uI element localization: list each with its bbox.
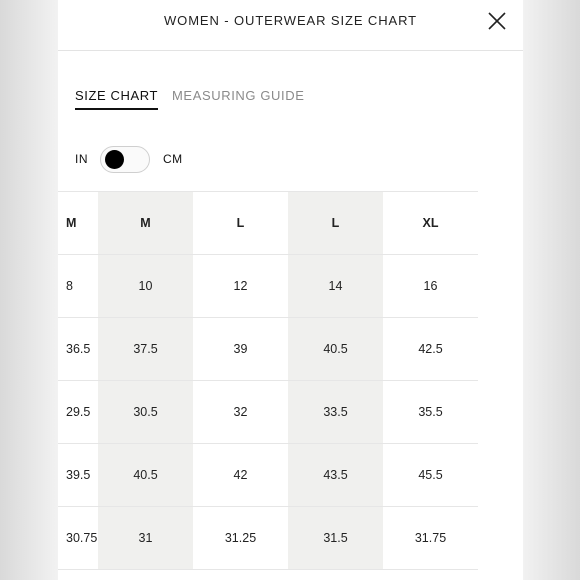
table-cell: 43.5 <box>288 444 383 507</box>
table-cell: 33.5 <box>288 381 383 444</box>
size-table <box>58 191 478 570</box>
table-cell: 39 <box>193 318 288 381</box>
table-cell: M <box>98 192 193 255</box>
table-cell: 31 <box>98 507 193 570</box>
table-cell: 8 <box>58 255 98 318</box>
tab-size-chart[interactable]: SIZE CHART <box>75 88 158 110</box>
unit-label-in[interactable]: IN <box>75 152 88 166</box>
table-cell: 42.5 <box>383 318 478 381</box>
table-cell: 45.5 <box>383 444 478 507</box>
close-button[interactable] <box>486 10 508 32</box>
switch-knob <box>105 150 124 169</box>
table-cell: 29.5 <box>58 381 98 444</box>
table-cell: 35.5 <box>383 381 478 444</box>
table-cell: 40.5 <box>288 318 383 381</box>
table-cell: 40.5 <box>98 444 193 507</box>
table-cell: L <box>193 192 288 255</box>
size-chart-modal <box>58 0 523 580</box>
table-row <box>58 444 478 507</box>
table-row <box>58 381 478 444</box>
table-cell: 30.5 <box>98 381 193 444</box>
table-row <box>58 507 478 570</box>
table-cell: 30.75 <box>58 507 98 570</box>
table-cell: L <box>288 192 383 255</box>
table-row <box>58 318 478 381</box>
table-cell: 31.75 <box>383 507 478 570</box>
table-cell: 12 <box>193 255 288 318</box>
table-cell: 10 <box>98 255 193 318</box>
table-cell: XL <box>383 192 478 255</box>
close-icon <box>486 10 508 32</box>
tab-measuring-guide[interactable]: MEASURING GUIDE <box>172 88 305 103</box>
modal-title: WOMEN - OUTERWEAR SIZE CHART <box>164 13 417 28</box>
table-cell: 16 <box>383 255 478 318</box>
table-cell: 37.5 <box>98 318 193 381</box>
table-row <box>58 255 478 318</box>
unit-switch[interactable] <box>100 146 150 173</box>
unit-label-cm[interactable]: CM <box>163 152 183 166</box>
unit-toggle <box>75 146 195 174</box>
table-cell: 31.5 <box>288 507 383 570</box>
table-cell: 14 <box>288 255 383 318</box>
table-header-row <box>58 192 478 255</box>
table-cell: 31.25 <box>193 507 288 570</box>
table-cell: 42 <box>193 444 288 507</box>
table-cell: M <box>58 192 98 255</box>
modal-header <box>58 0 523 51</box>
table-cell: 36.5 <box>58 318 98 381</box>
table-cell: 39.5 <box>58 444 98 507</box>
table-cell: 32 <box>193 381 288 444</box>
